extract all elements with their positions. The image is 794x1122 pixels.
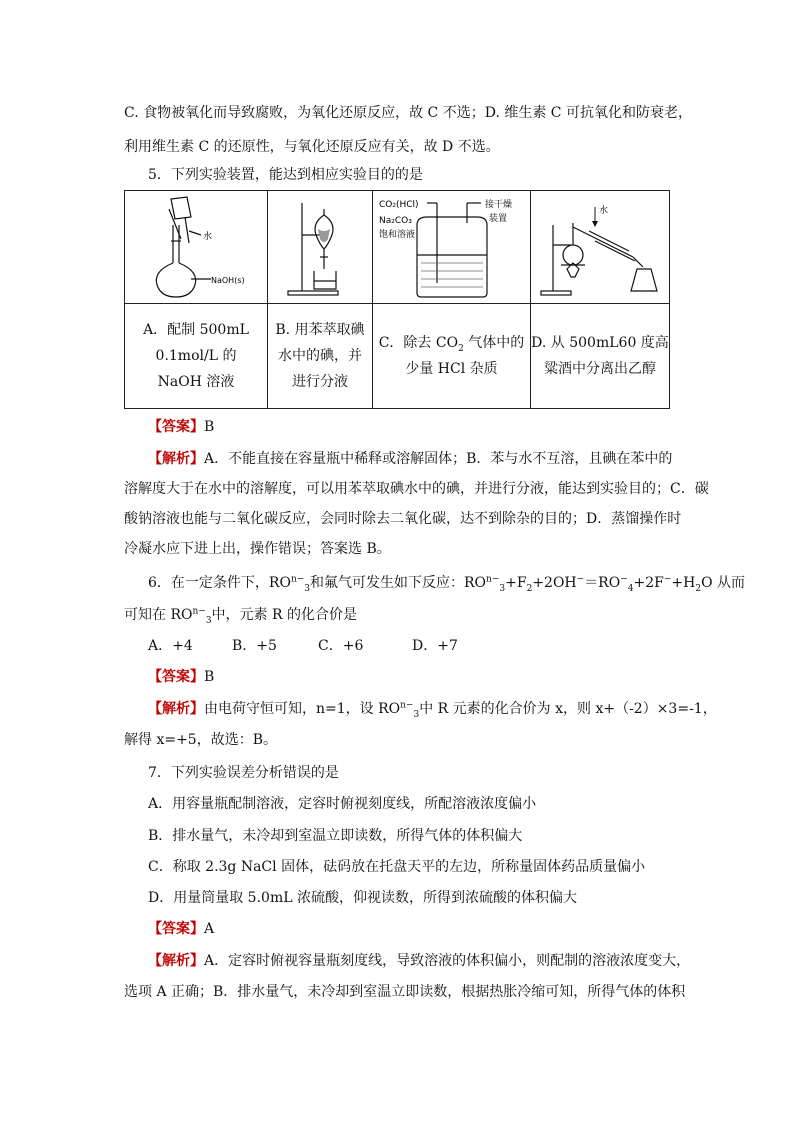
- label-na2co3: Na₂CO₃: [378, 215, 412, 226]
- separatory-funnel-diagram: [270, 195, 370, 300]
- q5-answer: 【答案】B: [148, 419, 215, 435]
- question-7-stem: 7．下列实验误差分析错误的是: [148, 765, 339, 781]
- prev-analysis-line-1: C. 食物被氧化而导致腐败，为氧化还原反应，故 C 不选；D. 维生素 C 可抗氧化和防衰老，: [124, 105, 692, 121]
- option-a-caption: A．配制 500mL 0.1mol/L 的 NaOH 溶液: [125, 304, 268, 409]
- distillation-diagram: [533, 195, 668, 300]
- option-d-caption: D. 从 500mL60 度高 粱酒中分离出乙醇: [531, 304, 670, 409]
- q7-answer: 【答案】A: [148, 921, 215, 937]
- q6-option-b: B．+5: [232, 638, 277, 654]
- q7-option-d: D．用量筒量取 5.0mL 浓硫酸，仰视读数，所得到浓硫酸的体积偏大: [148, 890, 577, 906]
- label-naoh: NaOH(s): [211, 275, 245, 285]
- label-co2-hcl: CO₂(HCl): [378, 199, 419, 210]
- q6-option-d: D．+7: [412, 638, 458, 654]
- q7-option-c: C．称取 2.3g NaCl 固体，砝码放在托盘天平的左边，所称量固体药品质量偏小: [148, 859, 646, 875]
- q7-analysis-line-1: 【解析】A．定容时俯视容量瓶刻度线，导致溶液的体积偏小，则配制的溶液浓度变大，: [148, 953, 691, 969]
- question-5-stem: 5．下列实验装置，能达到相应实验目的的是: [148, 167, 423, 183]
- gas-washing-bottle-diagram: [377, 195, 527, 300]
- q6-answer: 【答案】B: [148, 669, 215, 685]
- apparatus-d-cell: [531, 191, 670, 304]
- option-b-caption: B. 用苯萃取碘 水中的碘，并 进行分液: [268, 304, 373, 409]
- q7-analysis-line-2: 选项 A 正确；B．排水量气，未冷却到室温立即读数，根据热胀冷缩可知，所得气体的体积: [124, 984, 686, 1000]
- q5-analysis-line-3: 酸钠溶液也能与二氧化碳反应，会同时除去二氧化碳，达不到除杂的目的；D．蒸馏操作时: [124, 511, 682, 527]
- apparatus-c-cell: [373, 191, 531, 304]
- apparatus-b-cell: [268, 191, 373, 304]
- q5-analysis-line-4: 冷凝水应下进上出，操作错误；答案选 B。: [124, 541, 391, 557]
- question-6-stem-line-2: 可知在 $RO^{n-}_3$中，元素 R 的化合价是: [124, 606, 357, 626]
- label-water-d: 水: [598, 205, 608, 216]
- q5-experiment-table: [124, 190, 670, 409]
- q6-analysis-line-1: 【解析】由电荷守恒可知，n=1，设 $RO^{n-}_3$中 R 元素的化合价为 x，则 x+（-2）×3=-1，: [148, 700, 717, 720]
- label-water-a: 水: [203, 231, 213, 242]
- question-6-stem-line-1: 6．在一定条件下，$RO^{n-}_3$和氟气可发生如下反应：$RO^{n-}_3+F_2+2OH^-=RO^-_4+2F^-+H_2O$ 从而: [148, 574, 746, 594]
- option-c-caption: C．除去 $CO_2$ 气体中的 少量 HCl 杂质: [373, 304, 531, 409]
- label-dry-2: 装置: [488, 213, 507, 224]
- apparatus-a-cell: [125, 191, 268, 304]
- q6-option-c: C．+6: [318, 638, 364, 654]
- q6-analysis-line-2: 解得 x=+5，故选：B。: [124, 732, 278, 748]
- label-dry-1: 接干燥: [484, 199, 512, 210]
- q5-analysis-line-2: 溶解度大于在水中的溶解度，可以用苯萃取碘水中的碘，并进行分液，能达到实验目的；C．碳: [124, 481, 709, 497]
- q6-options: [148, 631, 698, 661]
- prev-analysis-line-2: 利用维生素 C 的还原性，与氧化还原反应有关，故 D 不选。: [124, 139, 500, 155]
- volumetric-flask-diagram: [131, 195, 261, 300]
- q7-option-b: B．排水量气，未冷却到室温立即读数，所得气体的体积偏大: [148, 828, 523, 844]
- q6-option-a: A．+4: [148, 638, 193, 654]
- q7-option-a: A．用容量瓶配制溶液，定容时俯视刻度线，所配溶液浓度偏小: [148, 796, 537, 812]
- q5-analysis-line-1: 【解析】A．不能直接在容量瓶中稀释或溶解固体；B．苯与水不互溶，且碘在苯中的: [148, 451, 673, 467]
- label-saturated: 饱和溶液: [378, 229, 415, 240]
